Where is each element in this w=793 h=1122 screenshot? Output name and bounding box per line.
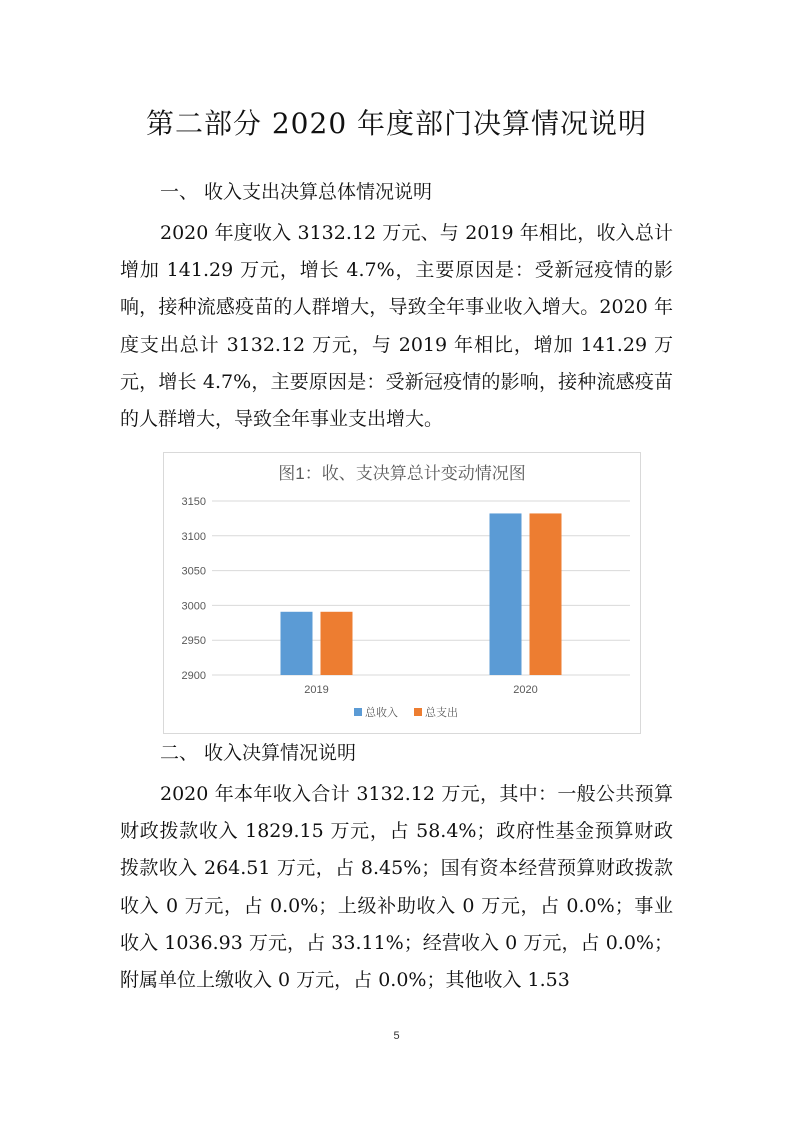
x-tick-label: 2020 — [513, 684, 538, 696]
legend-swatch — [354, 708, 362, 716]
y-tick-label: 3000 — [181, 600, 206, 613]
legend-label: 总收入 — [365, 707, 398, 719]
page-title: 第二部分 2020 年度部门决算情况说明 — [145, 107, 648, 140]
y-tick-label: 2950 — [181, 635, 206, 648]
bar-2020-总收入 — [490, 513, 522, 675]
legend-label: 总支出 — [425, 707, 458, 719]
x-tick-label: 2019 — [304, 684, 329, 696]
bar-chart-svg — [164, 453, 640, 733]
legend-swatch — [414, 708, 422, 716]
section-1-paragraph: 2020 年度收入 3132.12 万元、与 2019 年相比，收入总计增加 141.29 万元，增长 4.7%，主要原因是：受新冠疫情的影响，接种流感疫苗的人群增大，导致全年事业收入增大。2020 年度支出总计 3132.12 万元，与 2019 年相比，增加 141.29 万元，增长 4.7%，主要原因是：受新冠疫情的影响，接种流感疫苗的人群增大，导致全年事业支出增大。 — [120, 222, 673, 431]
chart-title: 图1：收、支决算总计变动情况图 — [278, 464, 526, 483]
bar-2020-总支出 — [530, 513, 562, 675]
bar-2019-总收入 — [281, 612, 313, 675]
section-1-heading: 一、 收入支出决算总体情况说明 — [160, 181, 433, 203]
income-expense-chart — [163, 452, 641, 734]
y-tick-label: 3150 — [181, 496, 206, 508]
y-tick-label: 3100 — [181, 530, 206, 543]
bar-2019-总支出 — [321, 612, 353, 675]
page-number: 5 — [393, 1030, 400, 1042]
section-2-paragraph: 2020 年本年收入合计 3132.12 万元，其中：一般公共预算财政拨款收入 1829.15 万元，占 58.4%；政府性基金预算财政拨款收入 264.51 万元，占 8.45%；国有资本经营预算财政拨款收入 0 万元，占 0.0%；上级补助收入 0 万元，占 0.0%；事业收入 1036.93 万元，占 33.11%；经营收入 0 万元，占 0.0%；附属单位上缴收入 0 万元，占 0.0%；其他收入 1.53 — [120, 783, 673, 992]
section-2-heading: 二、 收入决算情况说明 — [160, 742, 357, 764]
y-tick-label: 2900 — [181, 670, 206, 682]
y-tick-label: 3050 — [181, 565, 206, 578]
